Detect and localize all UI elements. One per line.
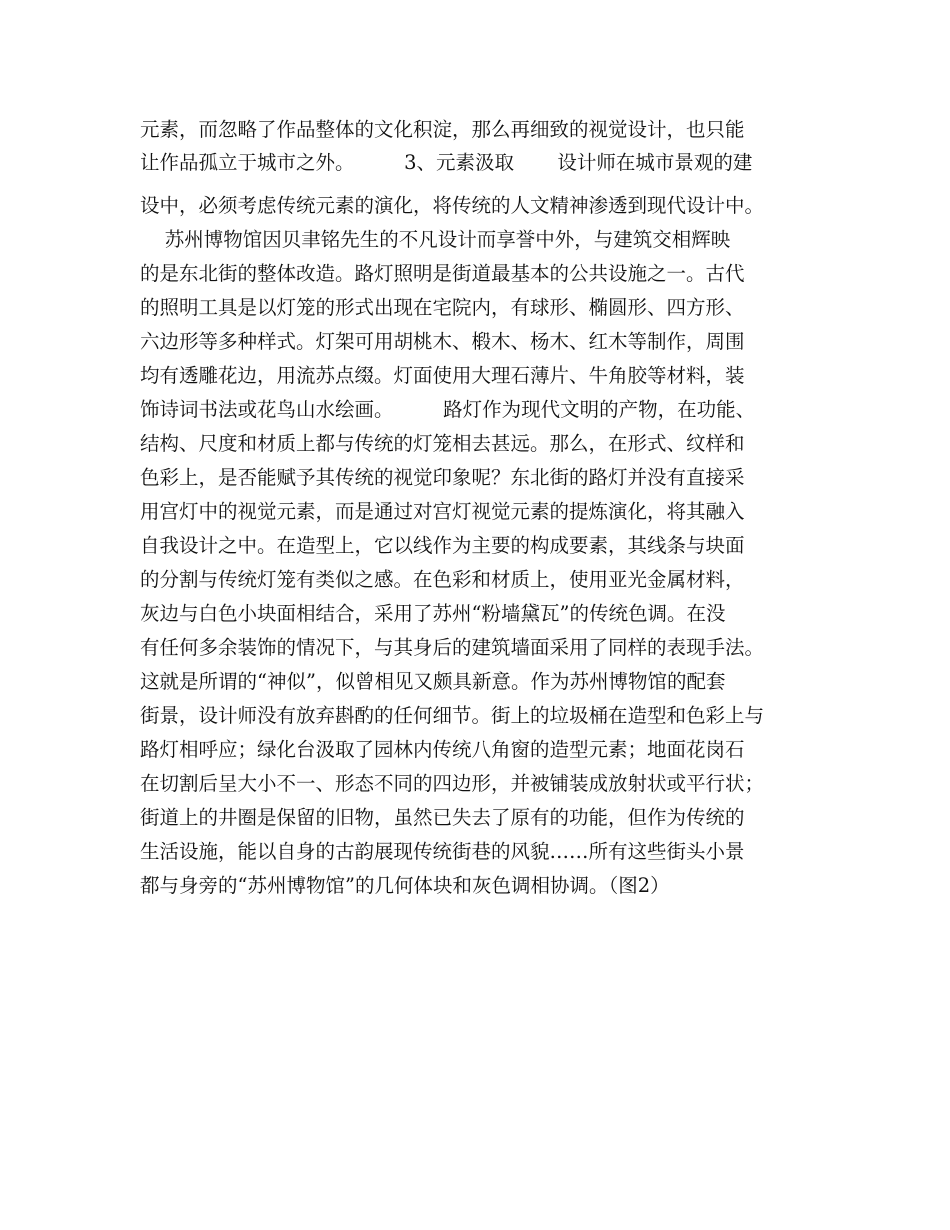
text-line: 的是东北街的整体改造。路灯照明是街道最基本的公共设施之一。古代: [140, 262, 745, 285]
text-line: 结构、尺度和材质上都与传统的灯笼相去甚远。那么，在形式、纹样和: [140, 432, 745, 455]
text-line: 六边形等多种样式。灯架可用胡桃木、椴木、杨木、红木等制作，周围: [140, 330, 745, 353]
text-line: 让作品孤立于城市之外。 3、元素汲取 设计师在城市景观的建: [140, 151, 753, 174]
text-line: 设中，必须考虑传统元素的演化，将传统的人文精神渗透到现代设计中。: [140, 194, 765, 217]
text-line: 灰边与白色小块面相结合，采用了苏州“粉墙黛瓦”的传统色调。在没: [140, 602, 726, 625]
paragraph-first-line: 苏州博物馆因贝聿铭先生的不凡设计而享誉中外，与建筑交相辉映: [140, 228, 731, 251]
text-line: 的分割与传统灯笼有类似之感。在色彩和材质上，使用亚光金属材料，: [140, 568, 745, 591]
text-line: 生活设施，能以自身的古韵展现传统街巷的风貌……所有这些街头小景: [140, 840, 745, 863]
text-line: 均有透雕花边，用流苏点缀。灯面使用大理石薄片、牛角胶等材料，装: [140, 364, 745, 387]
text-line: 街道上的井圈是保留的旧物，虽然已失去了原有的功能，但作为传统的: [140, 806, 745, 829]
text-line: 用宫灯中的视觉元素，而是通过对宫灯视觉元素的提炼演化，将其融入: [140, 500, 745, 523]
text-line: 元素，而忽略了作品整体的文化积淀，那么再细致的视觉设计，也只能: [140, 118, 745, 141]
text-line: 路灯相呼应；绿化台汲取了园林内传统八角窗的造型元素；地面花岗石: [140, 738, 745, 761]
text-line: 饰诗词书法或花鸟山水绘画。 路灯作为现代文明的产物，在功能、: [140, 398, 756, 421]
text-line: 这就是所谓的“神似”，似曾相见又颇具新意。作为苏州博物馆的配套: [140, 670, 726, 693]
text-line: 自我设计之中。在造型上，它以线作为主要的构成要素，其线条与块面: [140, 534, 745, 557]
text-line: 色彩上，是否能赋予其传统的视觉印象呢？东北街的路灯并没有直接采: [140, 466, 745, 489]
text-line: 在切割后呈大小不一、形态不同的四边形，并被铺装成放射状或平行状；: [140, 772, 765, 795]
text-line: 都与身旁的“苏州博物馆”的几何体块和灰色调相协调。（图2）: [140, 874, 670, 897]
text-line: 的照明工具是以灯笼的形式出现在宅院内，有球形、椭圆形、四方形、: [140, 296, 745, 319]
text-line: 街景，设计师没有放弃斟酌的任何细节。街上的垃圾桶在造型和色彩上与: [140, 704, 765, 727]
text-line: 有任何多余装饰的情况下，与其身后的建筑墙面采用了同样的表现手法。: [140, 636, 765, 659]
